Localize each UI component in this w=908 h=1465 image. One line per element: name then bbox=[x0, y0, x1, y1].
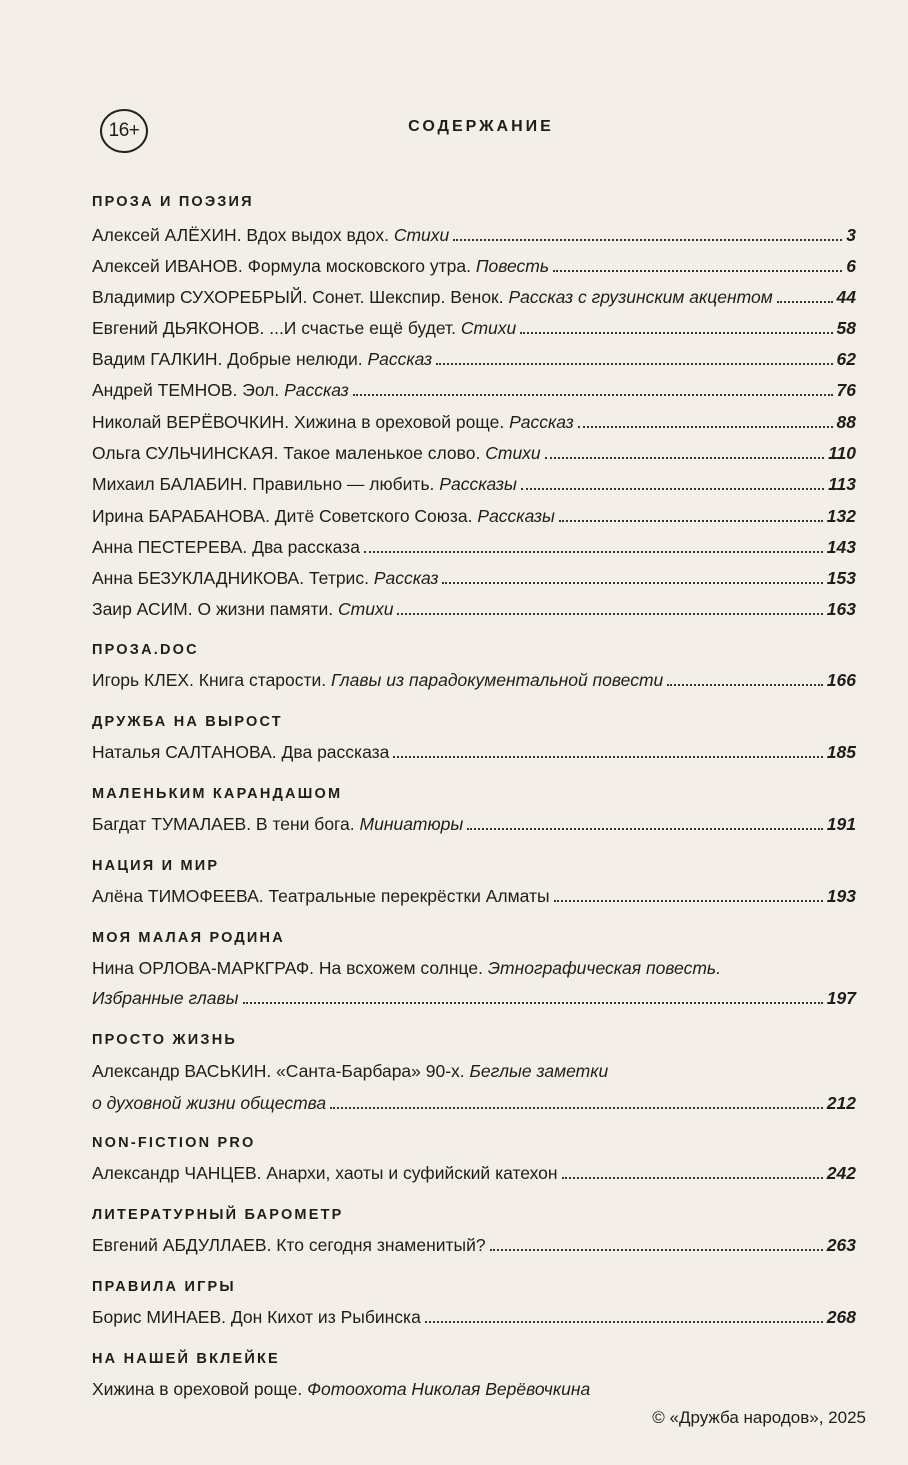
section-heading: МАЛЕНЬКИМ КАРАНДАШОМ bbox=[92, 786, 343, 802]
section-heading: NON-FICTION PRO bbox=[92, 1135, 256, 1151]
toc-entry[interactable]: Евгений АБДУЛЛАЕВ. Кто сегодня знаменитый? 263 bbox=[92, 1235, 856, 1255]
toc-entry[interactable]: Алексей АЛЁХИН. Вдох выдох вдох. Стихи 3 bbox=[92, 225, 856, 245]
page-number: 6 bbox=[846, 256, 856, 276]
section-heading: ПРАВИЛА ИГРЫ bbox=[92, 1279, 236, 1295]
section-heading: НАЦИЯ И МИР bbox=[92, 858, 220, 874]
toc-entry[interactable]: Игорь КЛЕХ. Книга старости. Главы из парадокументальной повести 166 bbox=[92, 670, 856, 690]
toc-entry[interactable]: Алексей ИВАНОВ. Формула московского утра. Повесть 6 bbox=[92, 256, 856, 276]
toc-entry[interactable]: Евгений ДЬЯКОНОВ. ...И счастье ещё будет. Стихи 58 bbox=[92, 318, 856, 338]
page-number: 268 bbox=[826, 1307, 856, 1327]
page-number: 166 bbox=[826, 670, 856, 690]
age-rating-badge: 16+ bbox=[100, 109, 148, 153]
section-heading: ПРОСТО ЖИЗНЬ bbox=[92, 1032, 237, 1048]
toc-entry[interactable]: Вадим ГАЛКИН. Добрые нелюди. Рассказ 62 bbox=[92, 349, 856, 369]
copyright: © «Дружба народов», 2025 bbox=[652, 1408, 866, 1427]
toc-entry[interactable]: Ольга СУЛЬЧИНСКАЯ. Такое маленькое слово. Стихи 110 bbox=[92, 443, 856, 463]
page-number: 110 bbox=[828, 443, 856, 463]
page-number: 163 bbox=[826, 599, 856, 619]
page-number: 143 bbox=[826, 537, 856, 557]
page-number: 193 bbox=[826, 886, 856, 906]
toc-entry[interactable]: Багдат ТУМАЛАЕВ. В тени бога. Миниатюры 191 bbox=[92, 814, 856, 834]
section-heading: ДРУЖБА НА ВЫРОСТ bbox=[92, 714, 283, 730]
page-number: 76 bbox=[836, 380, 856, 400]
toc-entry[interactable]: Анна ПЕСТЕРЕВА. Два рассказа 143 bbox=[92, 537, 856, 557]
toc-entry-line[interactable]: Александр ВАСЬКИН. «Санта-Барбара» 90-х. Беглые заметки bbox=[92, 1061, 609, 1081]
toc-entry[interactable]: о духовной жизни общества 212 bbox=[92, 1093, 856, 1113]
page-number: 44 bbox=[836, 287, 856, 307]
toc-entry[interactable]: Борис МИНАЕВ. Дон Кихот из Рыбинска 268 bbox=[92, 1307, 856, 1327]
page-number: 3 bbox=[846, 225, 856, 245]
section-heading: ЛИТЕРАТУРНЫЙ БАРОМЕТР bbox=[92, 1207, 344, 1223]
toc-entry[interactable]: Владимир СУХОРЕБРЫЙ. Сонет. Шекспир. Венок. Рассказ с грузинским акцентом 44 bbox=[92, 287, 856, 307]
page-number: 185 bbox=[826, 742, 856, 762]
page-number: 153 bbox=[826, 568, 856, 588]
toc-entry[interactable]: Андрей ТЕМНОВ. Эол. Рассказ 76 bbox=[92, 380, 856, 400]
toc-entry[interactable]: Наталья САЛТАНОВА. Два рассказа 185 bbox=[92, 742, 856, 762]
toc-entry[interactable]: Михаил БАЛАБИН. Правильно — любить. Рассказы 113 bbox=[92, 474, 856, 494]
toc-entry[interactable]: Избранные главы 197 bbox=[92, 988, 856, 1008]
toc-entry[interactable]: Анна БЕЗУКЛАДНИКОВА. Тетрис. Рассказ 153 bbox=[92, 568, 856, 588]
page-number: 58 bbox=[836, 318, 856, 338]
toc-entry[interactable]: Николай ВЕРЁВОЧКИН. Хижина в ореховой роще. Рассказ 88 bbox=[92, 412, 856, 432]
page-number: 263 bbox=[826, 1235, 856, 1255]
section-heading: ПРОЗА И ПОЭЗИЯ bbox=[92, 194, 254, 210]
toc-entry[interactable]: Ирина БАРАБАНОВА. Дитё Советского Союза. Рассказы 132 bbox=[92, 506, 856, 526]
toc-entry[interactable]: Александр ЧАНЦЕВ. Анархи, хаоты и суфийский катехон 242 bbox=[92, 1163, 856, 1183]
page-number: 242 bbox=[826, 1163, 856, 1183]
section-heading: НА НАШЕЙ ВКЛЕЙКЕ bbox=[92, 1351, 280, 1367]
page-number: 62 bbox=[836, 349, 856, 369]
page-number: 132 bbox=[826, 506, 856, 526]
page-number: 197 bbox=[826, 988, 856, 1008]
page-number: 212 bbox=[826, 1093, 856, 1113]
toc-entry[interactable]: Алёна ТИМОФЕЕВА. Театральные перекрёстки Алматы 193 bbox=[92, 886, 856, 906]
page-number: 113 bbox=[828, 474, 856, 494]
page-number: 191 bbox=[826, 814, 856, 834]
section-heading: МОЯ МАЛАЯ РОДИНА bbox=[92, 930, 285, 946]
toc-entry-line[interactable]: Хижина в ореховой роще. Фотоохота Николая Верёвочкина bbox=[92, 1379, 591, 1399]
section-heading: ПРОЗА.DOC bbox=[92, 642, 199, 658]
page-title: СОДЕРЖАНИЕ bbox=[408, 118, 554, 135]
toc-entry[interactable]: Заир АСИМ. О жизни памяти. Стихи 163 bbox=[92, 599, 856, 619]
page-number: 88 bbox=[836, 412, 856, 432]
toc-entry-line[interactable]: Нина ОРЛОВА-МАРКГРАФ. На всхожем солнце. Этнографическая повесть. bbox=[92, 958, 721, 978]
